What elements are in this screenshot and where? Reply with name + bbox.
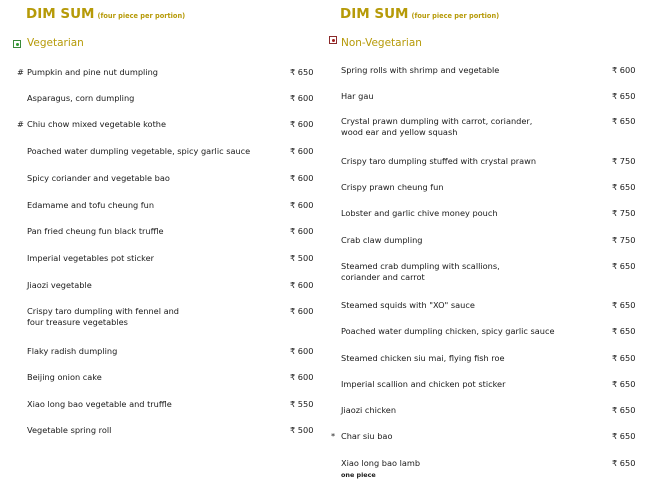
item-price: ₹ 600 (290, 346, 314, 356)
item-name (341, 353, 596, 364)
item-name-text: Edamame and tofu cheung fun (27, 200, 155, 210)
item-name (341, 182, 596, 193)
item-name-text: Pan fried cheung fun black truffle (27, 226, 164, 236)
non-vegetarian-column (325, 0, 650, 491)
item-name-text: Crispy taro dumpling with fennel and four treasure vegetables (27, 306, 179, 327)
item-name (341, 458, 596, 479)
category-heading: Non-Vegetarian (341, 37, 422, 49)
item-name (27, 226, 272, 237)
item-price: ₹ 750 (612, 235, 636, 245)
item-name (341, 208, 596, 219)
item-name (27, 93, 272, 104)
item-name (341, 379, 596, 390)
item-price: ₹ 650 (612, 379, 636, 389)
item-name-text: Poached water dumpling chicken, spicy garlic sauce (341, 326, 555, 336)
item-name (27, 280, 272, 291)
item-name (27, 399, 272, 410)
item-name-text: Lobster and garlic chive money pouch (341, 208, 498, 218)
item-name (341, 156, 596, 167)
item-name-text: Crab claw dumpling (341, 235, 423, 245)
item-name (27, 425, 272, 436)
item-name (27, 253, 272, 264)
item-name-text: Poached water dumpling vegetable, spicy garlic sauce (27, 146, 251, 156)
item-name (341, 261, 596, 283)
item-price: ₹ 600 (290, 372, 314, 382)
non-veg-symbol-icon (329, 36, 337, 44)
item-name-text: Jiaozi chicken (341, 405, 397, 415)
item-price: ₹ 750 (612, 156, 636, 166)
item-name (27, 146, 272, 157)
item-name-text: Flaky radish dumpling (27, 346, 118, 356)
item-name (27, 200, 272, 211)
item-price: ₹ 650 (612, 431, 636, 441)
item-price: ₹ 600 (290, 280, 314, 290)
item-price: ₹ 600 (290, 93, 314, 103)
item-name-text: Steamed squids with "XO" sauce (341, 300, 475, 310)
portion-note: (four piece per portion) (97, 12, 186, 20)
item-price: ₹ 600 (612, 65, 636, 75)
item-note: one piece (341, 471, 376, 479)
item-name-text: Crystal prawn dumpling with carrot, coriander, wood ear and yellow squash (341, 116, 533, 137)
portion-note: (four piece per portion) (411, 12, 500, 20)
item-name-text: Vegetable spring roll (27, 425, 112, 435)
item-name (341, 116, 596, 138)
item-name-text: Beijing onion cake (27, 372, 102, 382)
item-price: ₹ 650 (612, 405, 636, 415)
item-price: ₹ 600 (290, 173, 314, 183)
item-name-text: Imperial scallion and chicken pot sticker (341, 379, 506, 389)
item-name (341, 235, 596, 246)
item-name (27, 346, 272, 357)
item-name (27, 173, 272, 184)
item-price: ₹ 650 (612, 91, 636, 101)
item-name (27, 67, 272, 78)
item-name (27, 119, 272, 130)
item-name-text: Spring rolls with shrimp and vegetable (341, 65, 500, 75)
item-name (341, 405, 596, 416)
item-marker: * (331, 431, 336, 441)
item-price: ₹ 650 (612, 458, 636, 468)
item-name (341, 431, 596, 442)
item-name (341, 300, 596, 311)
item-name-text: Asparagus, corn dumpling (27, 93, 135, 103)
section-title (26, 6, 185, 22)
section-title-text: DIM SUM (340, 6, 409, 22)
item-price: ₹ 600 (290, 146, 314, 156)
item-name-text: Jiaozi vegetable (27, 280, 92, 290)
item-price: ₹ 750 (612, 208, 636, 218)
item-name-text: Xiao long bao lamb (341, 458, 421, 468)
item-price: ₹ 650 (612, 300, 636, 310)
item-name (341, 326, 596, 337)
item-name-text: Chiu chow mixed vegetable kothe (27, 119, 167, 129)
section-title-text: DIM SUM (26, 6, 95, 22)
item-price: ₹ 500 (290, 253, 314, 263)
item-name (27, 372, 272, 383)
section-title (340, 6, 499, 22)
item-price: ₹ 550 (290, 399, 314, 409)
item-price: ₹ 500 (290, 425, 314, 435)
item-name-text: Spicy coriander and vegetable bao (27, 173, 170, 183)
item-name-text: Pumpkin and pine nut dumpling (27, 67, 158, 77)
item-price: ₹ 650 (612, 326, 636, 336)
item-name (27, 306, 272, 328)
item-price: ₹ 600 (290, 306, 314, 316)
item-name-text: Xiao long bao vegetable and truffle (27, 399, 172, 409)
item-name (341, 91, 596, 102)
item-name-text: Crispy taro dumpling stuffed with crystal prawn (341, 156, 537, 166)
item-price: ₹ 650 (612, 182, 636, 192)
item-name-text: Steamed chicken siu mai, flying fish roe (341, 353, 505, 363)
item-name-text: Char siu bao (341, 431, 393, 441)
item-price: ₹ 650 (612, 261, 636, 271)
item-marker: # (17, 119, 24, 129)
category-heading: Vegetarian (27, 37, 84, 49)
item-name-text: Steamed crab dumpling with scallions, coriander and carrot (341, 261, 500, 282)
item-name (341, 65, 596, 76)
item-price: ₹ 650 (290, 67, 314, 77)
item-price: ₹ 600 (290, 119, 314, 129)
item-price: ₹ 600 (290, 226, 314, 236)
item-price: ₹ 650 (612, 353, 636, 363)
item-name-text: Imperial vegetables pot sticker (27, 253, 155, 263)
item-price: ₹ 600 (290, 200, 314, 210)
veg-symbol-icon (13, 40, 21, 48)
item-name-text: Crispy prawn cheung fun (341, 182, 444, 192)
item-marker: # (17, 67, 24, 77)
item-name-text: Har gau (341, 91, 374, 101)
item-price: ₹ 650 (612, 116, 636, 126)
